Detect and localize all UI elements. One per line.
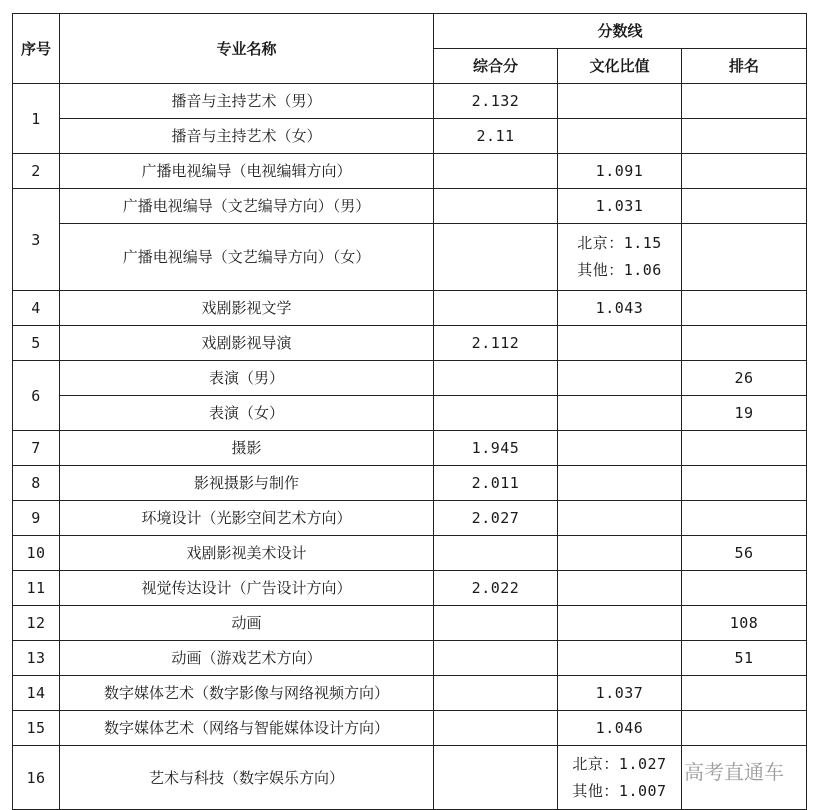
culture-cell xyxy=(558,536,682,571)
table-row xyxy=(13,119,807,154)
culture-cell: 1.046 xyxy=(558,711,682,746)
composite-cell xyxy=(434,676,558,711)
major-cell: 戏剧影视文学 xyxy=(60,291,434,326)
seq-cell: 3 xyxy=(13,189,60,291)
table-row xyxy=(13,154,807,189)
major-cell: 表演（男） xyxy=(60,361,434,396)
culture-cell xyxy=(558,466,682,501)
rank-cell xyxy=(682,189,807,224)
composite-cell: 2.11 xyxy=(434,119,558,154)
culture-cell xyxy=(558,396,682,431)
culture-cell: 1.037 xyxy=(558,676,682,711)
major-cell: 视觉传达设计（广告设计方向） xyxy=(60,571,434,606)
rank-cell xyxy=(682,711,807,746)
composite-cell xyxy=(434,291,558,326)
composite-cell: 2.027 xyxy=(434,501,558,536)
major-cell: 摄影 xyxy=(60,431,434,466)
table-row xyxy=(13,326,807,361)
table-row xyxy=(13,84,807,119)
composite-cell: 1.945 xyxy=(434,431,558,466)
culture-line-other: 其他：1.007 xyxy=(572,781,667,800)
table-row xyxy=(13,676,807,711)
culture-cell xyxy=(558,746,682,810)
rank-cell: 26 xyxy=(682,361,807,396)
major-cell: 广播电视编导（文艺编导方向）（女） xyxy=(60,224,434,291)
culture-line-beijing: 北京：1.027 xyxy=(572,754,667,773)
seq-cell: 10 xyxy=(13,536,60,571)
major-cell: 播音与主持艺术（女） xyxy=(60,119,434,154)
header-score-line: 分数线 xyxy=(434,14,807,49)
table-row xyxy=(13,571,807,606)
seq-cell: 15 xyxy=(13,711,60,746)
culture-cell xyxy=(558,224,682,291)
rank-cell xyxy=(682,326,807,361)
composite-cell: 2.022 xyxy=(434,571,558,606)
major-cell: 数字媒体艺术（数字影像与网络视频方向） xyxy=(60,676,434,711)
seq-cell: 9 xyxy=(13,501,60,536)
table-row xyxy=(13,711,807,746)
rank-cell xyxy=(682,431,807,466)
rank-cell xyxy=(682,224,807,291)
table-row xyxy=(13,361,807,396)
table-row xyxy=(13,189,807,224)
header-composite: 综合分 xyxy=(434,49,558,84)
major-cell: 数字媒体艺术（网络与智能媒体设计方向） xyxy=(60,711,434,746)
composite-cell xyxy=(434,536,558,571)
table-row xyxy=(13,536,807,571)
rank-cell xyxy=(682,676,807,711)
culture-cell xyxy=(558,119,682,154)
seq-cell: 13 xyxy=(13,641,60,676)
composite-cell xyxy=(434,396,558,431)
rank-cell xyxy=(682,119,807,154)
table-row xyxy=(13,431,807,466)
seq-cell: 8 xyxy=(13,466,60,501)
table-row xyxy=(13,466,807,501)
rank-cell xyxy=(682,154,807,189)
rank-cell: 56 xyxy=(682,536,807,571)
major-cell: 动画 xyxy=(60,606,434,641)
seq-cell: 6 xyxy=(13,361,60,431)
header-seq: 序号 xyxy=(13,14,60,84)
culture-cell xyxy=(558,431,682,466)
table-row xyxy=(13,606,807,641)
rank-cell: 108 xyxy=(682,606,807,641)
rank-cell xyxy=(682,571,807,606)
seq-cell: 12 xyxy=(13,606,60,641)
major-cell: 动画（游戏艺术方向） xyxy=(60,641,434,676)
composite-cell xyxy=(434,641,558,676)
composite-cell xyxy=(434,606,558,641)
culture-cell xyxy=(558,606,682,641)
culture-cell xyxy=(558,571,682,606)
rank-cell xyxy=(682,466,807,501)
composite-cell: 2.132 xyxy=(434,84,558,119)
table-row xyxy=(13,396,807,431)
watermark: 高考直通车 xyxy=(684,760,784,784)
major-cell: 戏剧影视美术设计 xyxy=(60,536,434,571)
composite-cell xyxy=(434,746,558,810)
composite-cell xyxy=(434,361,558,396)
rank-cell: 19 xyxy=(682,396,807,431)
culture-cell xyxy=(558,84,682,119)
major-cell: 影视摄影与制作 xyxy=(60,466,434,501)
seq-cell: 1 xyxy=(13,84,60,154)
table-row xyxy=(13,291,807,326)
table-row xyxy=(13,501,807,536)
major-cell: 戏剧影视导演 xyxy=(60,326,434,361)
seq-cell: 16 xyxy=(13,746,60,810)
table-row xyxy=(13,224,807,291)
composite-cell: 2.112 xyxy=(434,326,558,361)
rank-cell xyxy=(682,84,807,119)
rank-cell: 51 xyxy=(682,641,807,676)
culture-cell xyxy=(558,641,682,676)
major-cell: 艺术与科技（数字娱乐方向） xyxy=(60,746,434,810)
header-culture-ratio: 文化比值 xyxy=(558,49,682,84)
seq-cell: 11 xyxy=(13,571,60,606)
major-cell: 广播电视编导（文艺编导方向）（男） xyxy=(60,189,434,224)
header-row-top xyxy=(13,14,807,49)
composite-cell xyxy=(434,224,558,291)
culture-cell xyxy=(558,326,682,361)
major-cell: 播音与主持艺术（男） xyxy=(60,84,434,119)
culture-cell: 1.091 xyxy=(558,154,682,189)
composite-cell xyxy=(434,154,558,189)
rank-cell xyxy=(682,291,807,326)
header-major: 专业名称 xyxy=(60,14,434,84)
seq-cell: 5 xyxy=(13,326,60,361)
culture-line-beijing: 北京：1.15 xyxy=(577,234,662,252)
seq-cell: 4 xyxy=(13,291,60,326)
composite-cell xyxy=(434,189,558,224)
major-cell: 广播电视编导（电视编辑方向） xyxy=(60,154,434,189)
composite-cell xyxy=(434,711,558,746)
culture-cell xyxy=(558,501,682,536)
culture-cell xyxy=(558,361,682,396)
seq-cell: 14 xyxy=(13,676,60,711)
major-cell: 环境设计（光影空间艺术方向） xyxy=(60,501,434,536)
seq-cell: 7 xyxy=(13,431,60,466)
culture-line-other: 其他：1.06 xyxy=(577,261,662,279)
composite-cell: 2.011 xyxy=(434,466,558,501)
culture-cell: 1.031 xyxy=(558,189,682,224)
major-cell: 表演（女） xyxy=(60,396,434,431)
table-row xyxy=(13,641,807,676)
score-table xyxy=(12,13,807,810)
rank-cell xyxy=(682,501,807,536)
seq-cell: 2 xyxy=(13,154,60,189)
header-rank: 排名 xyxy=(682,49,807,84)
culture-cell: 1.043 xyxy=(558,291,682,326)
